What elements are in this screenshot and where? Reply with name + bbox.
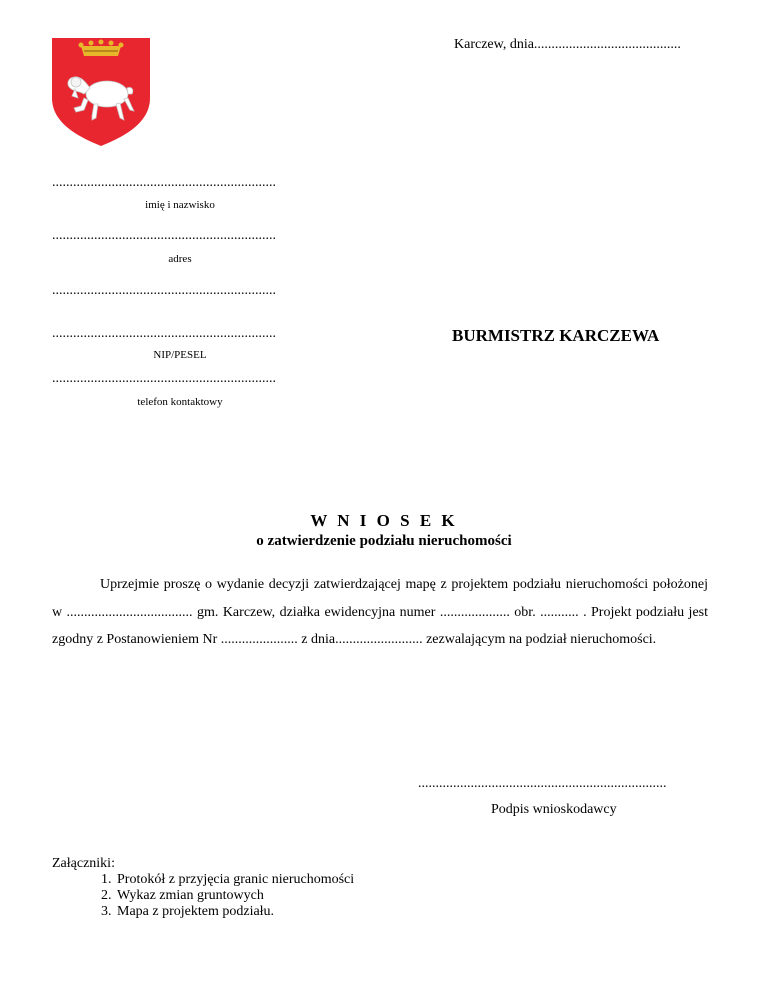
address-field-line: ................................................................ <box>52 228 276 243</box>
addressee: BURMISTRZ KARCZEWA <box>452 326 660 345</box>
list-item: 3. Mapa z projektem podziału. <box>115 904 354 920</box>
attachments-list <box>52 872 354 920</box>
karczew-coat-of-arms-icon <box>50 36 152 148</box>
phone-label: telefon kontaktowy <box>137 396 223 408</box>
name-label: imię i nazwisko <box>145 199 215 211</box>
signature-line: ....................................................................... <box>418 776 667 791</box>
document-title: W N I O S E K <box>310 511 458 530</box>
phone-field-line: ................................................................ <box>52 371 276 386</box>
name-field-line: ................................................................ <box>52 175 276 190</box>
nip-field-line: ................................................................ <box>52 326 276 341</box>
request-body: Uprzejmie proszę o wydanie decyzji zatwierdzającej mapę z projektem podziału nieruchomości położonej w .................................... gm. Karczew, działka ewidencyjna numer .................... obr. ........... . Projekt podziału jest zgodny z Postanowieniem Nr ...................... z dnia......................... zezwalającym na podział nieruchomości. <box>52 577 708 647</box>
attachments-title: Załączniki: <box>52 856 115 871</box>
list-item: 1. Protokół z przyjęcia granic nieruchomości <box>115 872 354 888</box>
document-subtitle: o zatwierdzenie podziału nieruchomości <box>256 533 512 549</box>
signature-label: Podpis wnioskodawcy <box>491 802 617 817</box>
address-label: adres <box>168 253 192 265</box>
address-field-line-2: ................................................................ <box>52 283 276 298</box>
nip-label: NIP/PESEL <box>153 349 207 361</box>
list-item: 2. Wykaz zmian gruntowych <box>115 888 354 904</box>
document-title-block <box>0 511 768 551</box>
place-date-field: Karczew, dnia.......................................... <box>454 37 681 52</box>
